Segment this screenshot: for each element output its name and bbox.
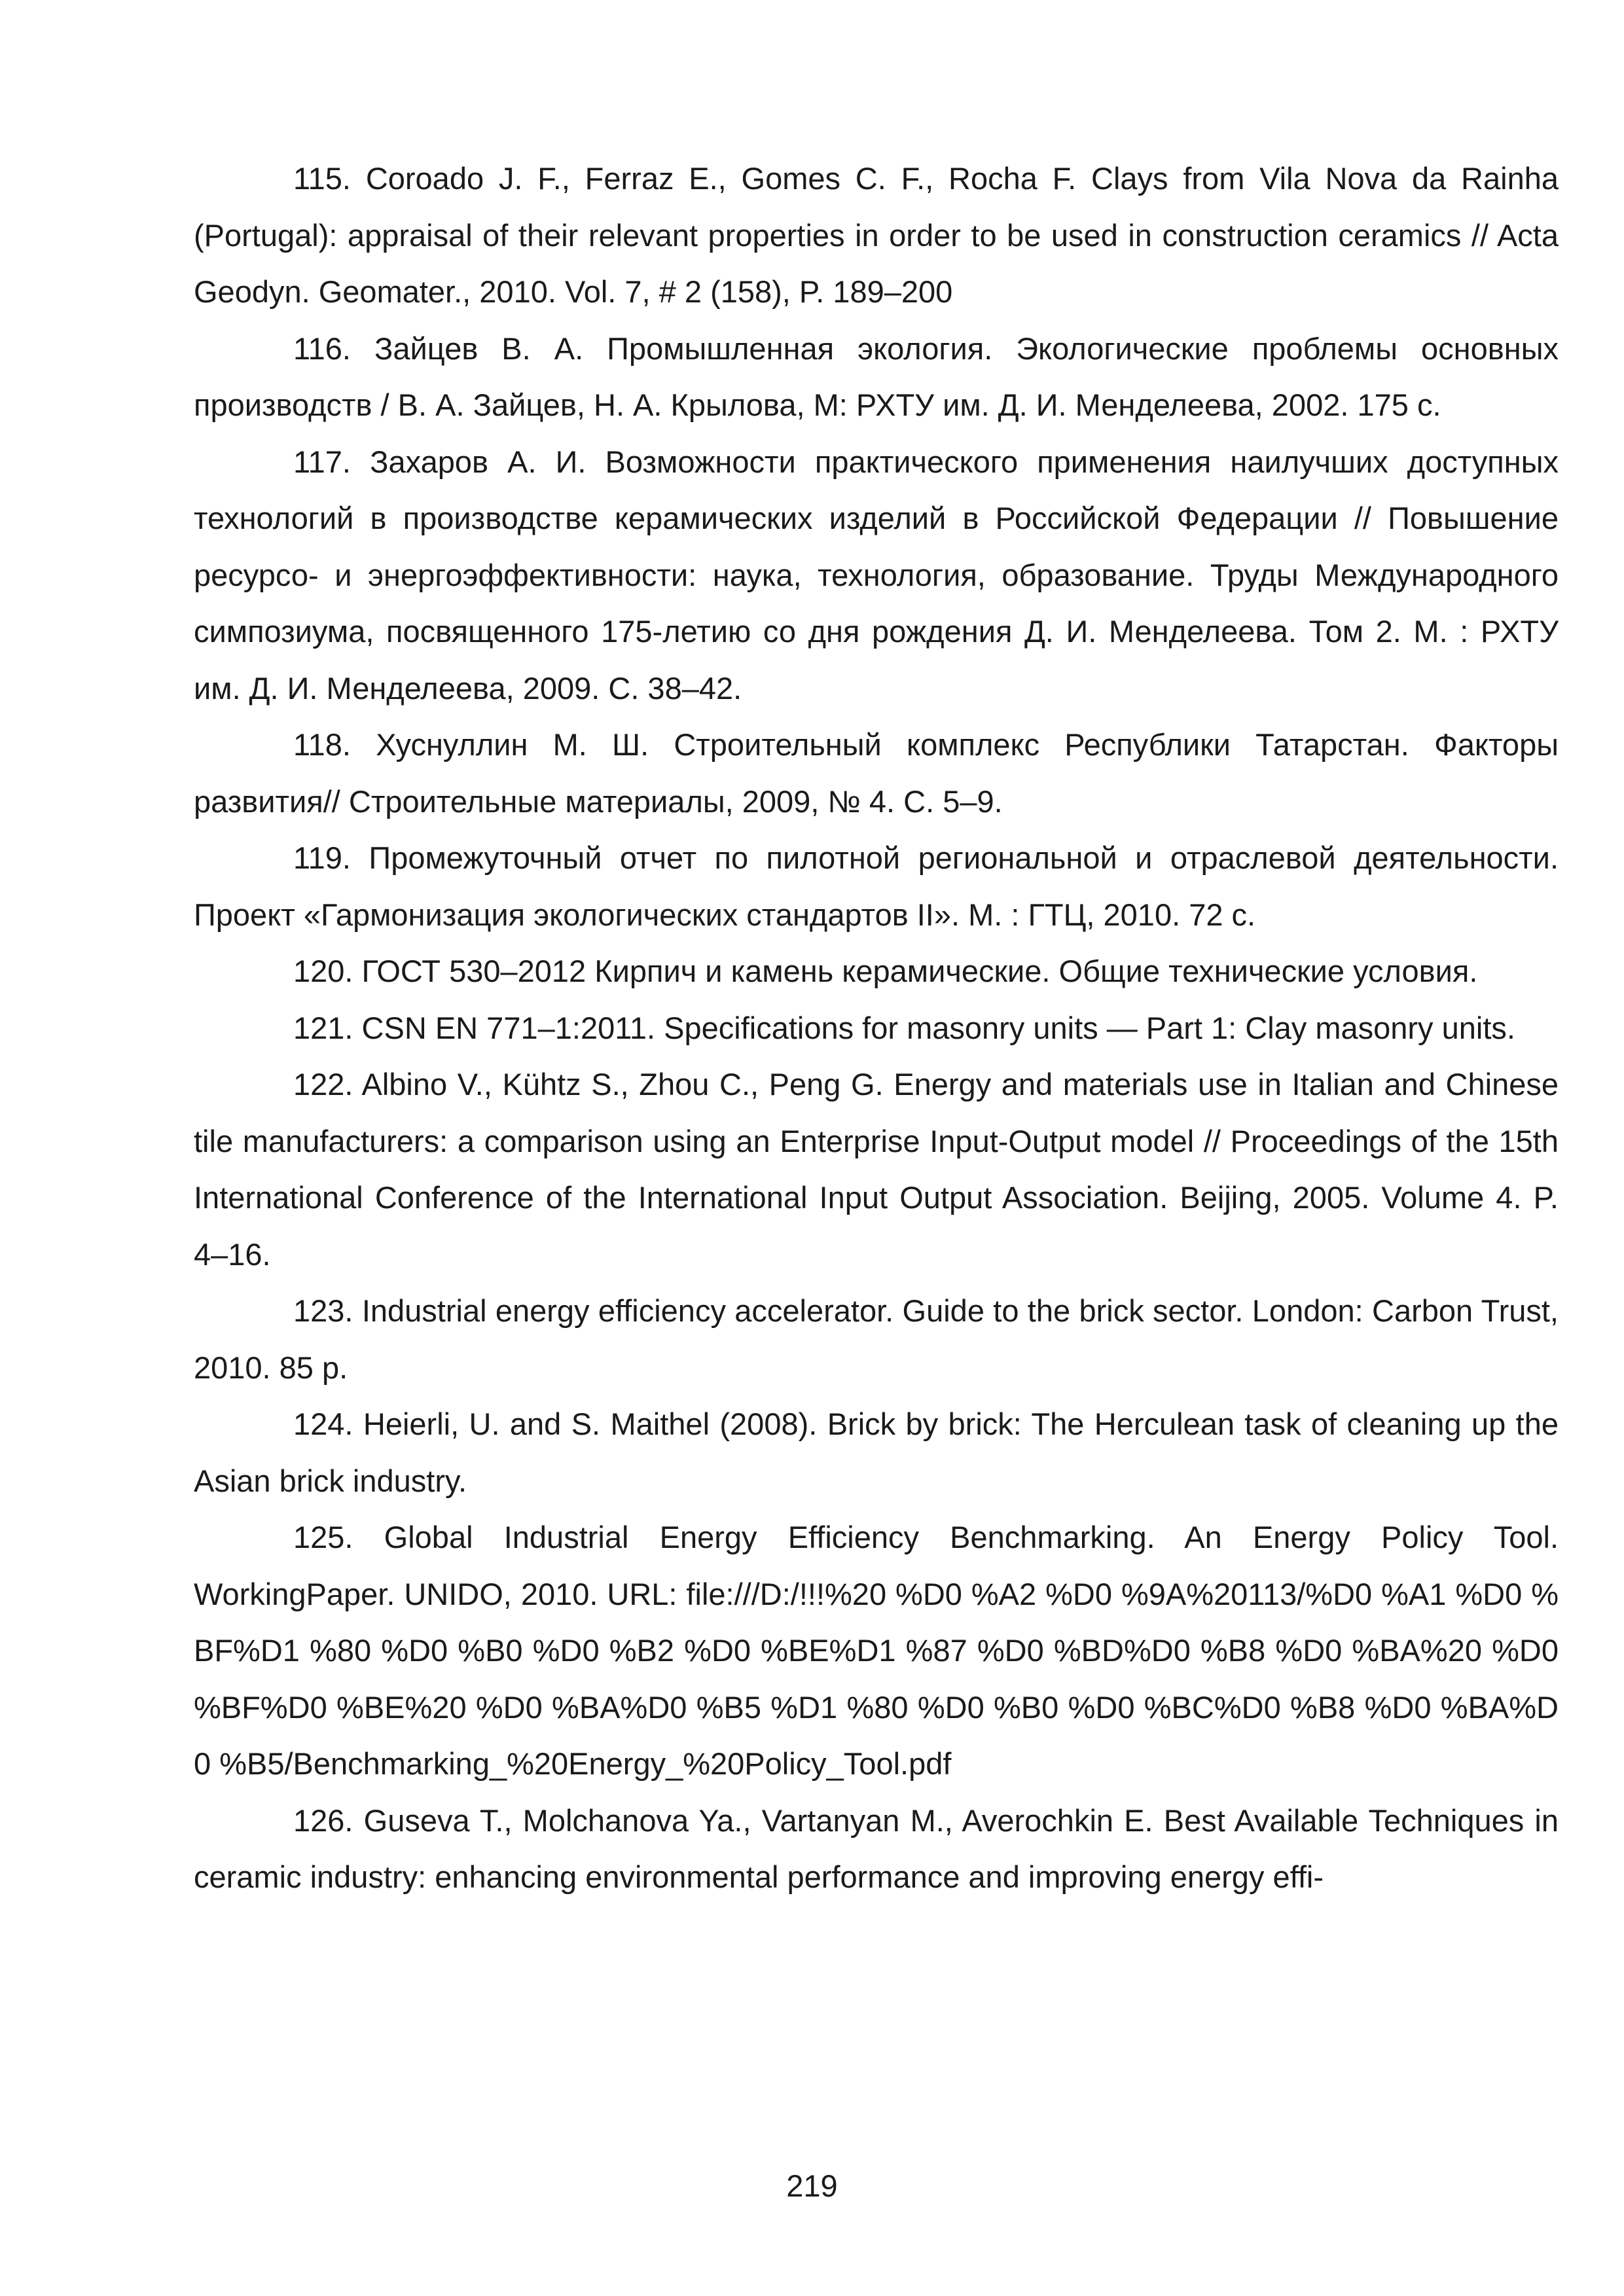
reference-number: 119. <box>293 840 351 875</box>
reference-123 <box>194 1283 1559 1396</box>
reference-text: Зайцев В. А. Промышленная экология. Экологические проблемы основных производств / В. А. Зайцев, Н. А. Крылова, М: РХТУ им. Д. И. Менделеева, 2002. 175 с. <box>194 331 1559 422</box>
reference-text: Global Industrial Energy Efficiency Benchmarking. An Energy Policy Tool. WorkingPaper. UNIDO, 2010. URL: <box>194 1520 1559 1611</box>
reference-number: 116. <box>293 331 351 366</box>
reference-text: Хуснуллин М. Ш. Строительный комплекс Республики Татарстан. Факторы развития// Строительные материалы, 2009, № 4. С. 5–9. <box>194 727 1559 819</box>
reference-118 <box>194 717 1559 830</box>
reference-text: Heierli, U. and S. Maithel (2008). Brick by brick: The Herculean task of cleaning up the Asian brick industry. <box>194 1407 1559 1498</box>
reference-120 <box>194 943 1559 1000</box>
reference-number: 118. <box>293 727 351 762</box>
reference-number: 121. <box>293 1010 353 1045</box>
reference-number: 126. <box>293 1803 353 1838</box>
reference-number: 122. <box>293 1067 353 1102</box>
reference-text: Albino V., Kühtz S., Zhou C., Peng G. Energy and materials use in Italian and Chinese tile manufacturers: a comparison using an Enterprise Input-Output model // Proceedings of the 15th International Conference of the International Input Output Association. Beijing, 2005. Volume 4. P. 4–16. <box>194 1067 1559 1272</box>
reference-121 <box>194 1000 1559 1057</box>
reference-119 <box>194 830 1559 943</box>
reference-number: 120. <box>293 954 353 988</box>
reference-number: 123. <box>293 1293 353 1328</box>
reference-number: 115. <box>293 161 351 196</box>
reference-text: Промежуточный отчет по пилотной региональной и отраслевой деятельности. Проект «Гармонизация экологических стандартов II». М. : ГТЦ, 2010. 72 с. <box>194 840 1559 932</box>
reference-125 <box>194 1509 1559 1793</box>
reference-text: Guseva T., Molchanova Ya., Vartanyan M., Averochkin E. Best Available Techniques in ceramic industry: enhancing environmental performance and improving energy effi- <box>194 1803 1559 1894</box>
reference-text: CSN EN 771–1:2011. Specifications for masonry units — Part 1: Clay masonry units. <box>361 1010 1515 1045</box>
reference-124 <box>194 1396 1559 1509</box>
reference-117 <box>194 434 1559 717</box>
reference-116 <box>194 321 1559 434</box>
reference-115 <box>194 151 1559 321</box>
reference-number: 125. <box>293 1520 353 1554</box>
reference-text: ГОСТ 530–2012 Кирпич и камень керамические. Общие технические условия. <box>361 954 1478 988</box>
reference-list <box>194 151 1559 1906</box>
reference-text: Coroado J. F., Ferraz E., Gomes C. F., Rocha F. Clays from Vila Nova da Rainha (Portugal): appraisal of their relevant properties in order to be used in construction ceramics // Acta Geodyn. Geomater., 2010. Vol. 7, # 2 (158), P. 189–200 <box>194 161 1559 309</box>
reference-126 <box>194 1793 1559 1906</box>
reference-number: 117. <box>293 444 351 479</box>
reference-number: 124. <box>293 1407 353 1441</box>
reference-url: file:///D:/!!!%20 %D0 %A2 %D0 %9A%20113/%D0 %A1 %D0 %BF%D1 %80 %D0 %B0 %D0 %B2 %D0 %BE%D1 %87 %D0 %BD%D0 %B8 %D0 %BA%20 %D0 %BF%D0 %BE%20 %D0 %BA%D0 %B5 %D1 %80 %D0 %B0 %D0 %BC%D0 %B8 %D0 %BA%D0 %B5/Benchmarking_%20Energy_%20Policy_Tool.pdf <box>194 1576 1559 1781</box>
reference-text: Захаров А. И. Возможности практического применения наилучших доступных технологий в производстве керамических изделий в Российской Федерации // Повышение ресурсо- и энергоэффективности: наука, технология, образование. Труды Международного симпозиума, посвященного 175-летию со дня рождения Д. И. Менделеева. Том 2. М. : РХТУ им. Д. И. Менделеева, 2009. С. 38–42. <box>194 444 1559 706</box>
page-number: 219 <box>786 2168 838 2203</box>
reference-122 <box>194 1056 1559 1283</box>
reference-text: Industrial energy efficiency accelerator. Guide to the brick sector. London: Carbon Trust, 2010. 85 p. <box>194 1293 1559 1385</box>
